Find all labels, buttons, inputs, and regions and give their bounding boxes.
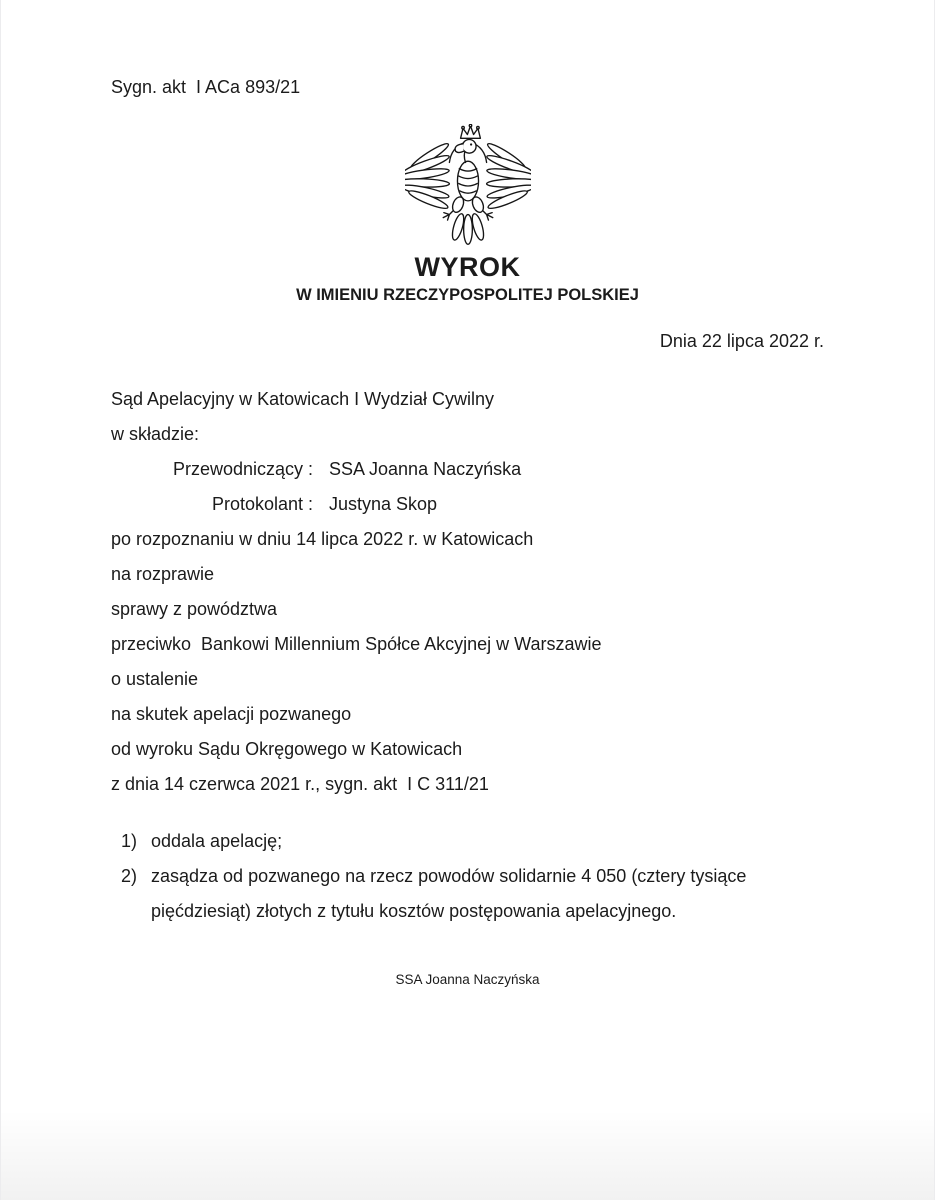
judgment-subtitle: W IMIENIU RZECZYPOSPOLITEJ POLSKIEJ [296,286,639,304]
panel-member-name: SSA Joanna Naczyńska [329,459,522,479]
panel-role-label: Protokolant : [211,494,313,514]
ruling-item [121,859,781,929]
page-bottom-shadow [1,1110,934,1200]
polish-eagle-emblem-icon [405,124,531,248]
ruling-item [121,824,781,859]
recital-line: na rozprawie [111,564,215,584]
recital-line: po rozpoznaniu w dniu 14 lipca 2022 r. w Katowicach [111,529,534,549]
panel-member-name: Justyna Skop [329,494,438,514]
rulings-list [121,824,781,929]
panel-intro-line: w składzie: [111,424,200,444]
ruling-text: zasądza od pozwanego na rzecz powodów solidarnie 4 050 (cztery tysiące pięćdziesiąt) złotych z tytułu kosztów postępowania apelacyjnego. [151,866,752,921]
ruling-text: oddala apelację; [151,831,283,851]
panel-row-court-reporter [111,487,824,522]
recital-line: z dnia 14 czerwca 2021 r., sygn. akt I C 311/21 [111,774,489,794]
recital-line: sprawy z powództwa [111,599,278,619]
recital-line: przeciwko Bankowi Millennium Spółce Akcyjnej w Warszawie [111,634,602,654]
recital-line: od wyroku Sądu Okręgowego w Katowicach [111,739,463,759]
case-number: Sygn. akt I ACa 893/21 [111,77,301,97]
recital-line: o ustalenie [111,669,199,689]
judgment-body [111,382,824,802]
judgment-date: Dnia 22 lipca 2022 r. [659,331,824,351]
judgment-title: WYROK [414,252,521,282]
judge-signature: SSA Joanna Naczyńska [395,972,540,987]
ruling-number: 2) [121,866,138,886]
panel-role-label: Przewodniczący : [172,459,313,479]
ruling-number: 1) [121,831,138,851]
recital-line: na skutek apelacji pozwanego [111,704,352,724]
panel-row-presiding-judge [111,452,824,487]
court-name-line: Sąd Apelacyjny w Katowicach I Wydział Cywilny [111,389,494,409]
